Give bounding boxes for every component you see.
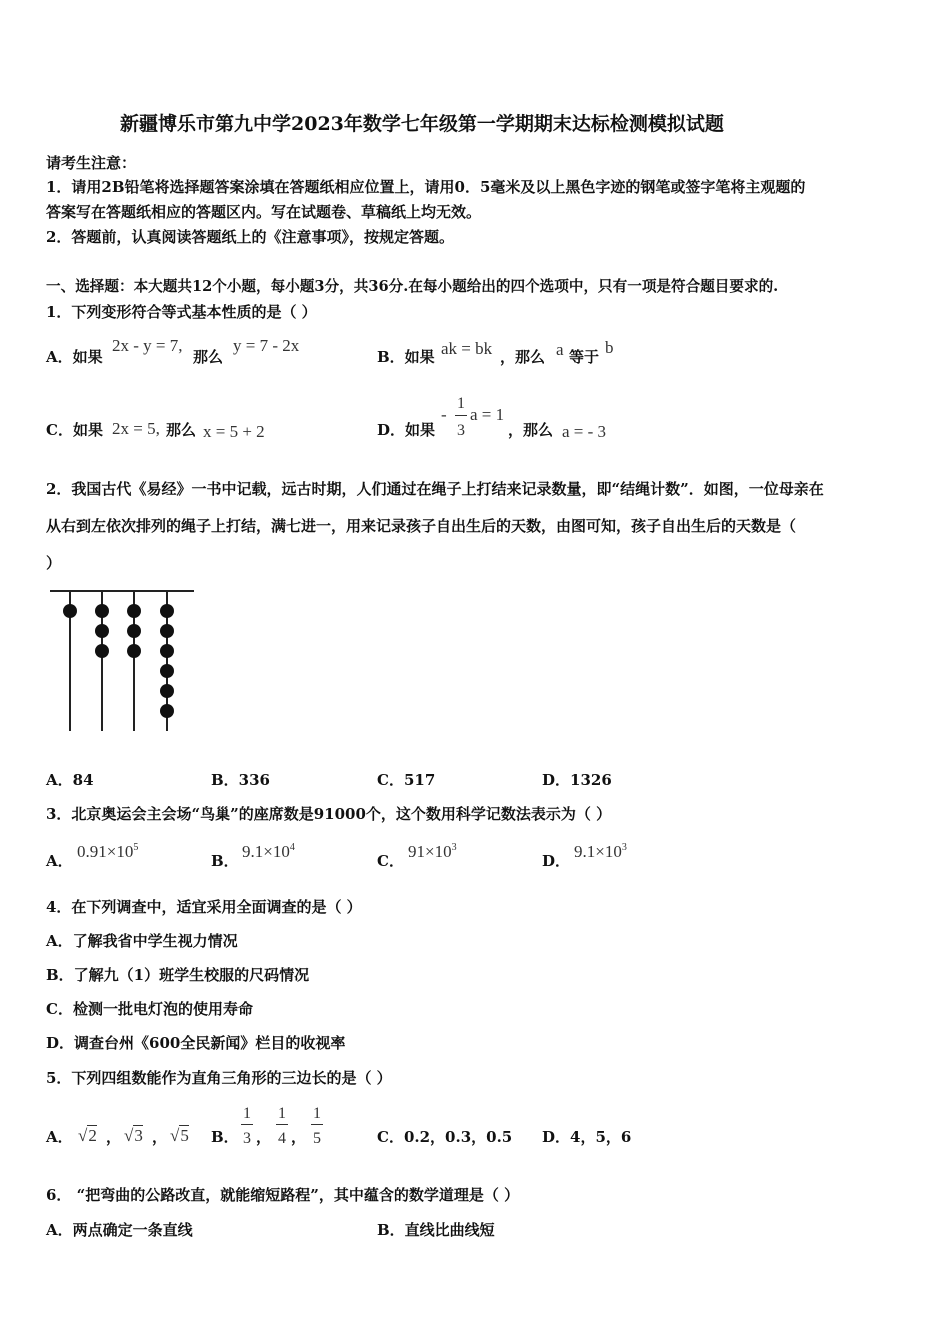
knot <box>160 704 174 718</box>
q4-option-c: C．检测一批电灯泡的使用寿命 <box>46 1000 253 1018</box>
knot <box>160 604 174 618</box>
q2-stem-line-3: ） <box>46 554 62 572</box>
knot <box>127 644 141 658</box>
q5-option-d: D．4，5，6 <box>542 1128 632 1146</box>
q1-option-d-label: D．如果 <box>377 421 436 439</box>
notice-line-1: 1．请用2B铅笔将选择题答案涂填在答题纸相应位置上，请用0．5毫米及以上黑色字迹的钢笔或签字笔将主观题的 <box>46 178 806 196</box>
q1-option-a-math2: y = 7 - 2x <box>233 336 300 355</box>
notice-heading: 请考生注意： <box>46 154 137 172</box>
q5-option-b-num-3: 1 <box>313 1105 321 1122</box>
q1-option-a-mid: 那么 <box>193 348 224 366</box>
q5-option-a-root-2: √2 <box>78 1126 97 1145</box>
q1-option-b-mid: ，那么 <box>500 348 546 366</box>
q5-option-b-den-1: 3 <box>243 1130 251 1147</box>
knot <box>127 624 141 638</box>
q2-option-b: B．336 <box>211 771 270 789</box>
knot <box>160 684 174 698</box>
q4-option-d: D．调查台州《600全民新闻》栏目的收视率 <box>46 1034 346 1052</box>
q2-option-a: A．84 <box>46 771 94 789</box>
q5-option-b-num-1: 1 <box>243 1105 251 1122</box>
q5-option-a-label: A． <box>46 1128 73 1146</box>
q5-option-b-bar-2 <box>276 1124 288 1125</box>
knot <box>63 604 77 618</box>
q1-option-c-label: C．如果 <box>46 421 103 439</box>
q3-option-b-math: $9.1\times 10^4$ <box>242 842 295 861</box>
q4-option-a: A．了解我省中学生视力情况 <box>46 932 238 950</box>
q5-option-b-sep-1: ， <box>256 1128 272 1146</box>
q1-option-b-math3: b <box>605 338 614 357</box>
q5-option-a-sep-1: ， <box>106 1128 122 1146</box>
q5-option-a-root-5: √5 <box>170 1126 189 1145</box>
q1-option-c-math2: x = 5 + 2 <box>203 422 265 441</box>
knot <box>95 604 109 618</box>
q5-option-b-den-2: 4 <box>278 1130 286 1147</box>
q3-option-c-math: $91\times 10^3$ <box>408 842 457 861</box>
q1-option-c-mid: 那么 <box>166 421 197 439</box>
q1-option-c-math1: 2x = 5, <box>112 419 160 438</box>
q2-option-c: C．517 <box>377 771 436 789</box>
knot <box>160 644 174 658</box>
q1-option-b-label: B．如果 <box>377 348 435 366</box>
q1-option-d-math2: a = - 3 <box>562 422 607 441</box>
q5-option-c: C．0.2，0.3，0.5 <box>377 1128 513 1146</box>
q5-option-b-label: B． <box>211 1128 239 1146</box>
q2-option-d: D．1326 <box>542 771 612 789</box>
q6-stem: 6． “把弯曲的公路改直，就能缩短路程”，其中蕴含的数学道理是（ ） <box>46 1186 520 1204</box>
q3-option-c-label: C． <box>377 852 404 870</box>
q1-option-a-math1: 2x - y = 7, <box>112 336 183 355</box>
knot-counting-figure <box>48 586 198 734</box>
q5-option-b-bar-3 <box>311 1124 323 1125</box>
q5-option-a-sep-2: ， <box>152 1128 168 1146</box>
q3-option-d-math: $9.1\times 10^3$ <box>574 842 627 861</box>
q1-option-b-math2: a <box>556 340 564 359</box>
q2-stem-line-2: 从右到左依次排列的绳子上打结，满七进一，用来记录孩子自出生后的天数，由图可知，孩子自出生后的天数是（ <box>46 517 797 535</box>
q1-option-d-denominator: 3 <box>457 422 465 439</box>
q1-option-d-numerator: 1 <box>457 395 465 412</box>
q5-option-b-bar-1 <box>241 1124 253 1125</box>
q3-option-a-label: A． <box>46 852 73 870</box>
q5-option-b-den-3: 5 <box>313 1130 321 1147</box>
q6-option-b: B．直线比曲线短 <box>377 1221 495 1239</box>
q5-stem: 5．下列四组数能作为直角三角形的三边长的是（ ） <box>46 1069 392 1087</box>
q1-option-d-fraction-bar <box>455 415 467 416</box>
knot <box>127 604 141 618</box>
q3-stem: 3．北京奥运会主会场“鸟巢”的座席数是91000个，这个数用科学记数法表示为（ ） <box>46 805 612 823</box>
q4-option-b: B．了解九（1）班学生校服的尺码情况 <box>46 966 310 984</box>
q3-option-a-math: $0.91\times 10^5$ <box>77 842 139 861</box>
q1-option-b-math1: ak = bk <box>441 339 493 358</box>
notice-line-2: 2．答题前，认真阅读答题纸上的《注意事项》，按规定答题。 <box>46 228 454 246</box>
knot <box>160 624 174 638</box>
q6-option-a: A．两点确定一条直线 <box>46 1221 193 1239</box>
notice-line-1b: 答案写在答题纸相应的答题区内。写在试题卷、草稿纸上均无效。 <box>46 203 482 221</box>
q1-stem: 1．下列变形符合等式基本性质的是（ ） <box>46 303 317 321</box>
q1-option-a-label: A．如果 <box>46 348 103 366</box>
q1-option-d-math1: a = 1 <box>470 405 505 424</box>
knot <box>95 624 109 638</box>
q4-stem: 4．在下列调查中，适宜采用全面调查的是（ ） <box>46 898 362 916</box>
q1-option-b-mid2: 等于 <box>569 348 600 366</box>
q1-option-d-mid: ，那么 <box>508 421 554 439</box>
knot <box>95 644 109 658</box>
q1-option-d-minus: - <box>441 405 447 424</box>
q5-option-a-root-3: √3 <box>124 1126 143 1145</box>
q3-option-b-label: B． <box>211 852 239 870</box>
section-heading: 一、选择题：本大题共12个小题，每小题3分，共36分.在每小题给出的四个选项中，只有一项是符合题目要求的. <box>46 278 779 295</box>
q3-option-d-label: D． <box>542 852 571 870</box>
q5-option-b-num-2: 1 <box>278 1105 286 1122</box>
page-title: 新疆博乐市第九中学2023年数学七年级第一学期期末达标检测模拟试题 <box>120 113 724 135</box>
q5-option-b-sep-2: ， <box>291 1128 307 1146</box>
knot <box>160 664 174 678</box>
q2-stem-line-1: 2．我国古代《易经》一书中记载，远古时期，人们通过在绳子上打结来记录数量，即“结绳计数”．如图，一位母亲在 <box>46 480 824 498</box>
